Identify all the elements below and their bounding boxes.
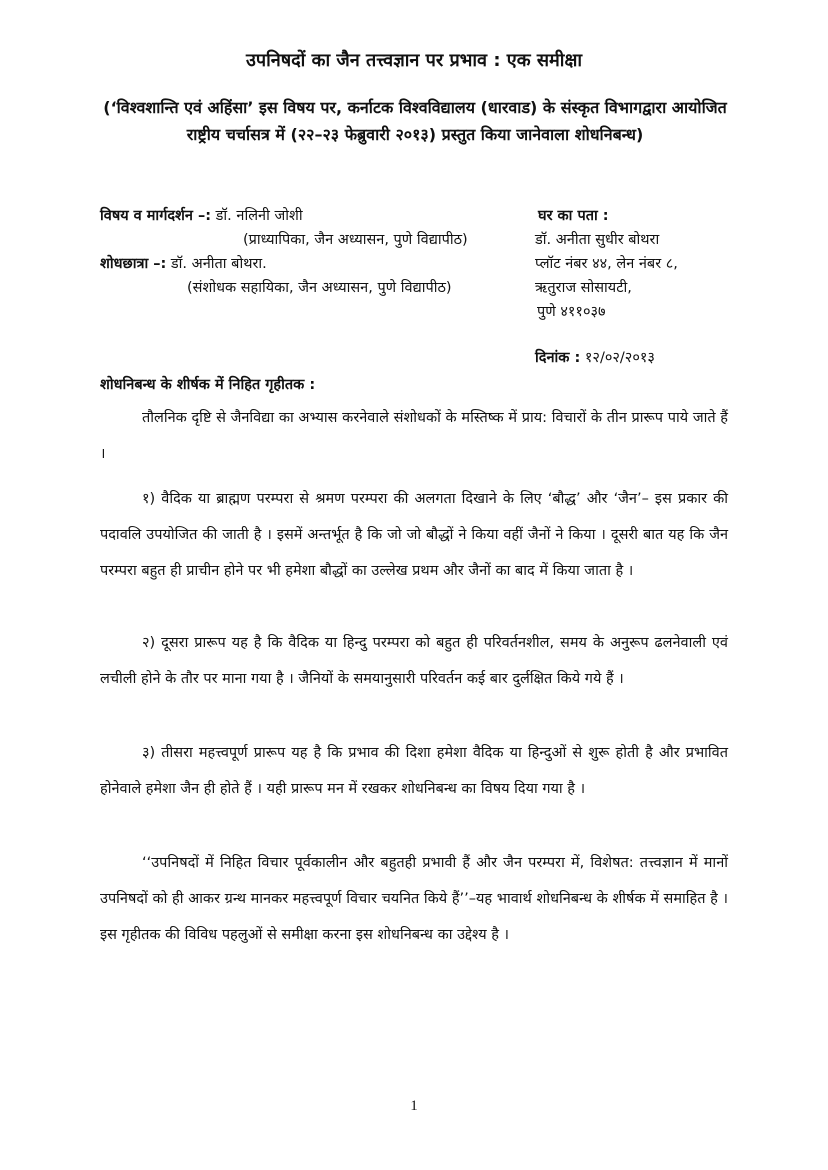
student-affiliation: (संशोधक सहायिका, जैन अध्यासन, पुणे विद्यापीठ) — [187, 280, 452, 296]
address-line: पुणे ४११०३७ — [537, 304, 606, 320]
student-name: डॉ. अनीता बोथरा. — [170, 256, 267, 272]
date-line — [535, 346, 655, 370]
guide-name: डॉ. नलिनी जोशी — [215, 208, 303, 224]
paragraph-point-3: ३) तीसरा महत्त्वपूर्ण प्रारूप यह है कि प्रभाव की दिशा हमेशा वैदिक या हिन्दुओं से शुरू होती है और प्रभावित होनेवाले हमेशा जैन ही होते हैं । यही प्रारूप मन में रखकर शोधनिबन्ध का विषय दिया गया है । — [100, 745, 728, 797]
guide-label: विषय व मार्गदर्शन –: — [100, 208, 212, 224]
address-line: डॉ. अनीता सुधीर बोथरा — [535, 232, 660, 248]
date-label: दिनांक : — [535, 350, 581, 366]
student-label: शोधछात्रा –: — [100, 256, 167, 272]
address-line: ऋतुराज सोसायटी, — [535, 280, 632, 296]
guide-line — [100, 204, 303, 228]
guide-affiliation: (प्राध्यापिका, जैन अध्यासन, पुणे विद्यापीठ) — [243, 232, 468, 248]
date-value: १२/०२/२०१३ — [584, 350, 655, 366]
paragraph-thesis: ‘‘उपनिषदों में निहित विचार पूर्वकालीन और बहुतही प्रभावी हैं और जैन परम्परा में, विशेषत: तत्त्वज्ञान में मानों उपनिषदों को ही आकर ग्रन्थ मानकर महत्त्वपूर्ण विचार चयनित किये हैं’’–यह भावार्थ शोधनिबन्ध के शीर्षक में समाहित है । इस गृहीतक की विविध पहलुओं से समीक्षा करना इस शोधनिबन्ध का उद्देश्य है । — [100, 855, 728, 943]
paragraph-point-1: १) वैदिक या ब्राह्मण परम्परा से श्रमण परम्परा की अलगता दिखाने के लिए ‘बौद्ध’ और ‘जैन’– इस प्रकार की पदावलि उपयोजित की जाती है । इसमें अन्तर्भूत है कि जो जो बौद्धों ने किया वहीं जैनों ने किया । दूसरी बात यह कि जैन परम्परा बहुत ही प्राचीन होने पर भी हमेशा बौद्धों का उल्लेख प्रथम और जैनों का बाद में किया जाता है । — [100, 491, 728, 579]
paragraph-intro: तौलनिक दृष्टि से जैनविद्या का अभ्यास करनेवाले संशोधकों के मस्तिष्क में प्राय: विचारों के तीन प्रारूप पाये जाते हैं । — [100, 410, 728, 462]
section-heading: शोधनिबन्ध के शीर्षक में निहित गृहीतक : — [100, 377, 316, 393]
document-subtitle: (‘विश्वशान्ति एवं अहिंसा’ इस विषय पर, कर्नाटक विश्वविद्यालय (धारवाड) के संस्कृत विभागद्वारा आयोजित राष्ट्रीय चर्चासत्र में (२२–२३ फेब्रुवारी २०१३) प्रस्तुत किया जानेवाला शोधनिबन्ध) — [103, 98, 727, 144]
paragraph-point-2: २) दूसरा प्रारूप यह है कि वैदिक या हिन्दु परम्परा को बहुत ही परिवर्तनशील, समय के अनुरूप ढलनेवाली एवं लचीली होने के तौर पर माना गया है । जैनियों के समयानुसारी परिवर्तन कई बार दुर्लक्षित किये गये हैं । — [100, 635, 728, 687]
address-line: प्लॉट नंबर ४४, लेन नंबर ८, — [535, 256, 678, 272]
page-number: 1 — [410, 1098, 418, 1114]
address-label: घर का पता : — [538, 208, 609, 224]
student-line — [100, 252, 267, 276]
document-title: उपनिषदों का जैन तत्त्वज्ञान पर प्रभाव : एक समीक्षा — [245, 50, 583, 71]
